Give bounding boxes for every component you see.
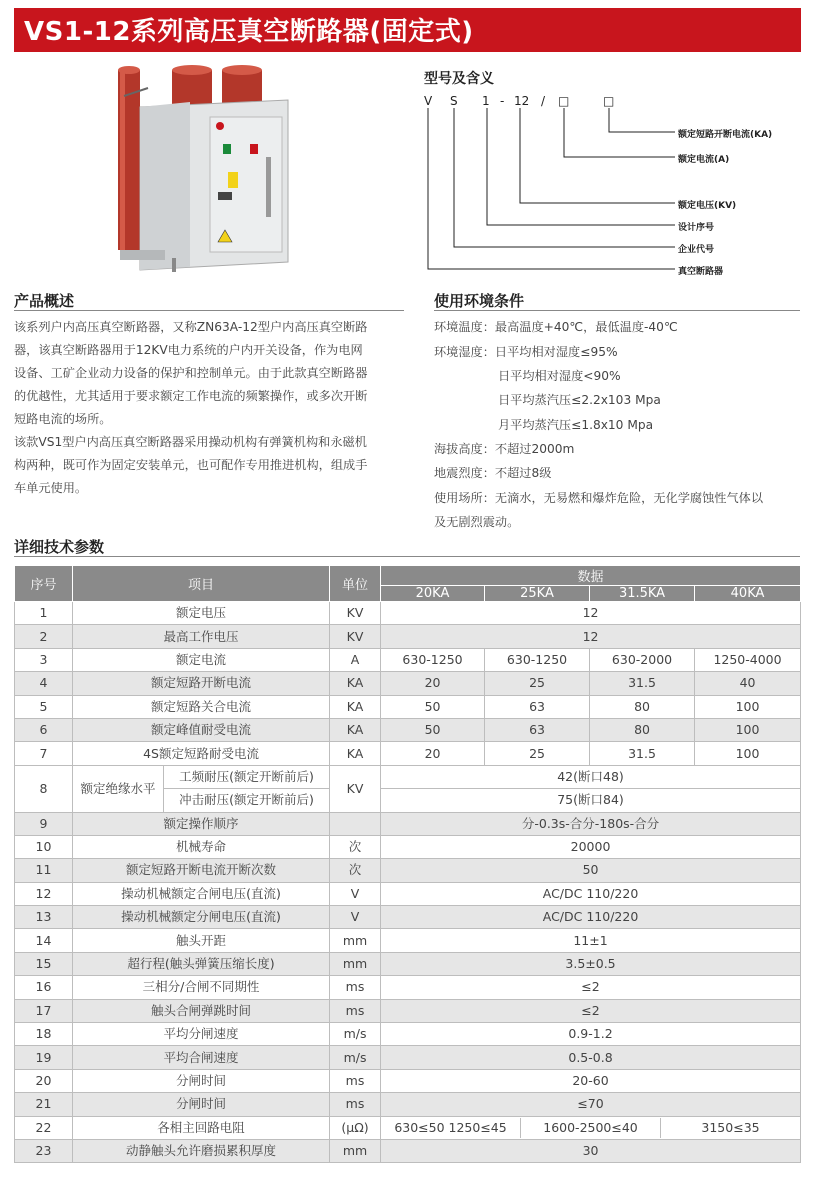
table-cell: mm — [330, 1139, 381, 1162]
table-cell: 操动机械额定分闸电压(直流) — [73, 906, 330, 929]
table-cell: 超行程(触头弹簧压缩长度) — [73, 952, 330, 975]
table-cell: 80 — [590, 718, 695, 741]
table-cell: 20000 — [381, 835, 801, 858]
table-cell: 630-2000 — [590, 648, 695, 671]
col-header-20ka: 20KA — [381, 586, 485, 602]
model-char-s: S — [450, 94, 458, 108]
model-char-12: 12 — [514, 94, 530, 108]
env-seismic: 地震烈度：不超过8级 — [434, 466, 552, 480]
table-cell: 平均分闸速度 — [73, 1023, 330, 1046]
table-cell: 63 — [485, 695, 590, 718]
table-row — [15, 1093, 801, 1116]
table-cell: 20 — [381, 742, 485, 765]
table-row — [15, 1139, 801, 1162]
table-cell: 10 — [15, 835, 73, 858]
table-cell: 20-60 — [381, 1069, 801, 1092]
table-cell: (μΩ) — [330, 1116, 381, 1139]
table-cell: 42(断口48) — [381, 765, 801, 788]
table-cell: 最高工作电压 — [73, 625, 330, 648]
table-cell: 630-1250 — [485, 648, 590, 671]
env-vapor-daily: 日平均蒸汽压≤2.2x103 Mpa — [498, 393, 661, 407]
table-cell: 4 — [15, 672, 73, 695]
table-cell: KA — [330, 695, 381, 718]
table-cell: ≤2 — [381, 976, 801, 999]
table-cell: 50 — [381, 695, 485, 718]
env-humidity: 环境湿度：日平均相对湿度≤95% — [434, 345, 618, 359]
table-cell: 触头开距 — [73, 929, 330, 952]
environment-divider — [434, 310, 800, 311]
table-cell: KV — [330, 625, 381, 648]
table-cell: 3.5±0.5 — [381, 952, 801, 975]
table-cell: 次 — [330, 859, 381, 882]
env-temperature: 环境温度：最高温度+40℃，最低温度-40℃ — [434, 320, 678, 334]
table-cell: 额定绝缘水平 — [73, 765, 164, 812]
page-title: VS1-12系列高压真空断路器(固定式) — [24, 17, 474, 47]
table-cell: 2 — [15, 625, 73, 648]
table-cell: 各相主回路电阻 — [73, 1116, 330, 1139]
table-cell: 21 — [15, 1093, 73, 1116]
table-row — [15, 1023, 801, 1046]
table-cell: 7 — [15, 742, 73, 765]
table-cell: 额定短路关合电流 — [73, 695, 330, 718]
table-cell: 18 — [15, 1023, 73, 1046]
model-label-breaking-current: 额定短路开断电流(KA) — [678, 130, 773, 140]
table-row — [15, 999, 801, 1022]
table-cell: 3 — [15, 648, 73, 671]
table-cell: 630-1250 — [381, 648, 485, 671]
table-cell: 14 — [15, 929, 73, 952]
table-cell: 额定峰值耐受电流 — [73, 718, 330, 741]
spec-table — [14, 565, 801, 1163]
table-row — [15, 906, 801, 929]
env-altitude: 海拔高度：不超过2000m — [434, 442, 575, 456]
table-cell: 30 — [381, 1139, 801, 1162]
table-cell: 分闸时间 — [73, 1093, 330, 1116]
model-label-rated-current: 额定电流(A) — [678, 155, 730, 165]
env-location: 使用场所：无滴水，无易燃和爆炸危险，无化学腐蚀性气体以 — [434, 491, 764, 505]
table-cell: 冲击耐压(额定开断前后) — [164, 789, 330, 812]
table-cell: ms — [330, 976, 381, 999]
table-cell: ≤2 — [381, 999, 801, 1022]
table-cell: 13 — [15, 906, 73, 929]
table-cell: 31.5 — [590, 672, 695, 695]
table-cell: 23 — [15, 1139, 73, 1162]
table-row — [15, 742, 801, 765]
col-header-25ka: 25KA — [485, 586, 590, 602]
table-cell: ms — [330, 1093, 381, 1116]
col-header-data: 数据 — [381, 566, 801, 586]
table-cell: 17 — [15, 999, 73, 1022]
table-cell: 630≤50 1250≤45 1600-2500≤40 3150≤35 — [381, 1116, 801, 1139]
table-cell: 11 — [15, 859, 73, 882]
table-cell: 额定操作顺序 — [73, 812, 330, 835]
table-row — [15, 648, 801, 671]
table-cell: 31.5 — [590, 742, 695, 765]
table-cell: 9 — [15, 812, 73, 835]
table-cell: 额定电压 — [73, 602, 330, 625]
model-char-slash: / — [541, 94, 546, 108]
table-cell: KV — [330, 602, 381, 625]
table-cell: m/s — [330, 1023, 381, 1046]
table-row — [15, 1116, 801, 1139]
spec-heading: 详细技术参数 — [14, 538, 105, 556]
col-header-40ka: 40KA — [695, 586, 801, 602]
model-label-company-code: 企业代号 — [678, 245, 715, 255]
table-cell: 6 — [15, 718, 73, 741]
spec-divider — [14, 556, 800, 557]
table-cell: 操动机械额定合闸电压(直流) — [73, 882, 330, 905]
table-cell: 分闸时间 — [73, 1069, 330, 1092]
table-cell: 5 — [15, 695, 73, 718]
table-row — [15, 976, 801, 999]
table-cell: mm — [330, 929, 381, 952]
table-row — [15, 859, 801, 882]
table-cell: 50 — [381, 859, 801, 882]
table-cell: mm — [330, 952, 381, 975]
col-header-unit: 单位 — [330, 566, 381, 602]
table-cell: 100 — [695, 742, 801, 765]
table-cell: 1 — [15, 602, 73, 625]
table-cell: 80 — [590, 695, 695, 718]
table-row — [15, 952, 801, 975]
table-cell: ≤70 — [381, 1093, 801, 1116]
table-cell: 63 — [485, 718, 590, 741]
overview-text: 该系列户内高压真空断路器，又称ZN63A-12型户内高压真空断路 器，该真空断路器用于12KV电力系统的户内开关设备，作为电网 设备、工矿企业动力设备的保护和控制单元。由于此款真空断路器 的优越性，尤其适用于要求额定工作电流的频繁操作，或多次开断 短路电流的场所。 该款VS1型户内高压真空断路器采用操动机构有弹簧机构和永磁机 构两种，既可作为固定安装单元，也可配作专用推进机构，组成手 车单元使用。 — [14, 320, 368, 495]
overview-heading: 产品概述 — [14, 292, 75, 310]
table-row — [15, 718, 801, 741]
table-cell: 12 — [381, 625, 801, 648]
table-cell: 22 — [15, 1116, 73, 1139]
table-cell: 动静触头允许磨损累积厚度 — [73, 1139, 330, 1162]
table-cell: 25 — [485, 742, 590, 765]
table-row — [15, 602, 801, 625]
table-cell: 100 — [695, 695, 801, 718]
table-cell: 19 — [15, 1046, 73, 1069]
table-row — [15, 882, 801, 905]
table-cell: 额定短路开断电流开断次数 — [73, 859, 330, 882]
env-vapor-monthly: 月平均蒸汽压≤1.8x10 Mpa — [498, 418, 654, 432]
table-cell: 12 — [381, 602, 801, 625]
table-cell: 8 — [15, 765, 73, 812]
table-row — [15, 812, 801, 835]
model-label-design-no: 设计序号 — [678, 223, 715, 233]
table-cell: 40 — [695, 672, 801, 695]
model-char-v: V — [424, 94, 433, 108]
environment-heading: 使用环境条件 — [434, 292, 525, 310]
table-cell: 分-0.3s-合分-180s-合分 — [381, 812, 801, 835]
table-cell: m/s — [330, 1046, 381, 1069]
table-cell: AC/DC 110/220 — [381, 882, 801, 905]
table-row — [15, 625, 801, 648]
table-cell: 15 — [15, 952, 73, 975]
env-location-cont: 及无剧烈震动。 — [434, 515, 520, 529]
table-cell: 20 — [381, 672, 485, 695]
table-cell: 16 — [15, 976, 73, 999]
model-char-box-2: □ — [603, 94, 615, 108]
table-cell: 触头合闸弹跳时间 — [73, 999, 330, 1022]
table-row — [15, 929, 801, 952]
table-cell: KA — [330, 742, 381, 765]
table-cell: 50 — [381, 718, 485, 741]
col-header-item: 项目 — [73, 566, 330, 602]
table-cell: 100 — [695, 718, 801, 741]
table-row — [15, 765, 801, 788]
table-cell: 12 — [15, 882, 73, 905]
table-cell: 25 — [485, 672, 590, 695]
table-row — [15, 695, 801, 718]
table-cell: ms — [330, 999, 381, 1022]
table-cell: ms — [330, 1069, 381, 1092]
table-cell: KA — [330, 718, 381, 741]
table-cell: KV — [330, 765, 381, 812]
model-char-box-1: □ — [558, 94, 570, 108]
model-char-dash: - — [500, 94, 505, 108]
env-humidity-monthly: 日平均相对湿度<90% — [498, 369, 621, 383]
table-cell: 75(断口84) — [381, 789, 801, 812]
table-cell: A — [330, 648, 381, 671]
table-cell: 机械寿命 — [73, 835, 330, 858]
table-cell: 额定电流 — [73, 648, 330, 671]
table-cell: 0.5-0.8 — [381, 1046, 801, 1069]
table-row — [15, 1069, 801, 1092]
col-header-31-5ka: 31.5KA — [590, 586, 695, 602]
table-cell: 工频耐压(额定开断前后) — [164, 765, 330, 788]
col-header-no: 序号 — [15, 566, 73, 602]
table-row — [15, 835, 801, 858]
table-cell: AC/DC 110/220 — [381, 906, 801, 929]
table-cell: 11±1 — [381, 929, 801, 952]
table-cell: V — [330, 882, 381, 905]
table-cell: 0.9-1.2 — [381, 1023, 801, 1046]
table-cell — [330, 812, 381, 835]
table-cell: 20 — [15, 1069, 73, 1092]
table-cell: 额定短路开断电流 — [73, 672, 330, 695]
model-label-vacuum-breaker: 真空断路器 — [678, 267, 724, 277]
model-char-1: 1 — [482, 94, 490, 108]
table-cell: 次 — [330, 835, 381, 858]
table-row — [15, 672, 801, 695]
table-row — [15, 1046, 801, 1069]
model-label-rated-voltage: 额定电压(KV) — [678, 201, 737, 211]
table-cell: 1250-4000 — [695, 648, 801, 671]
table-cell: KA — [330, 672, 381, 695]
table-cell: 平均合闸速度 — [73, 1046, 330, 1069]
table-cell: 4S额定短路耐受电流 — [73, 742, 330, 765]
table-cell: 三相分/合闸不同期性 — [73, 976, 330, 999]
table-cell: V — [330, 906, 381, 929]
overview-divider — [14, 310, 404, 311]
model-code-heading: 型号及含义 — [424, 71, 494, 87]
